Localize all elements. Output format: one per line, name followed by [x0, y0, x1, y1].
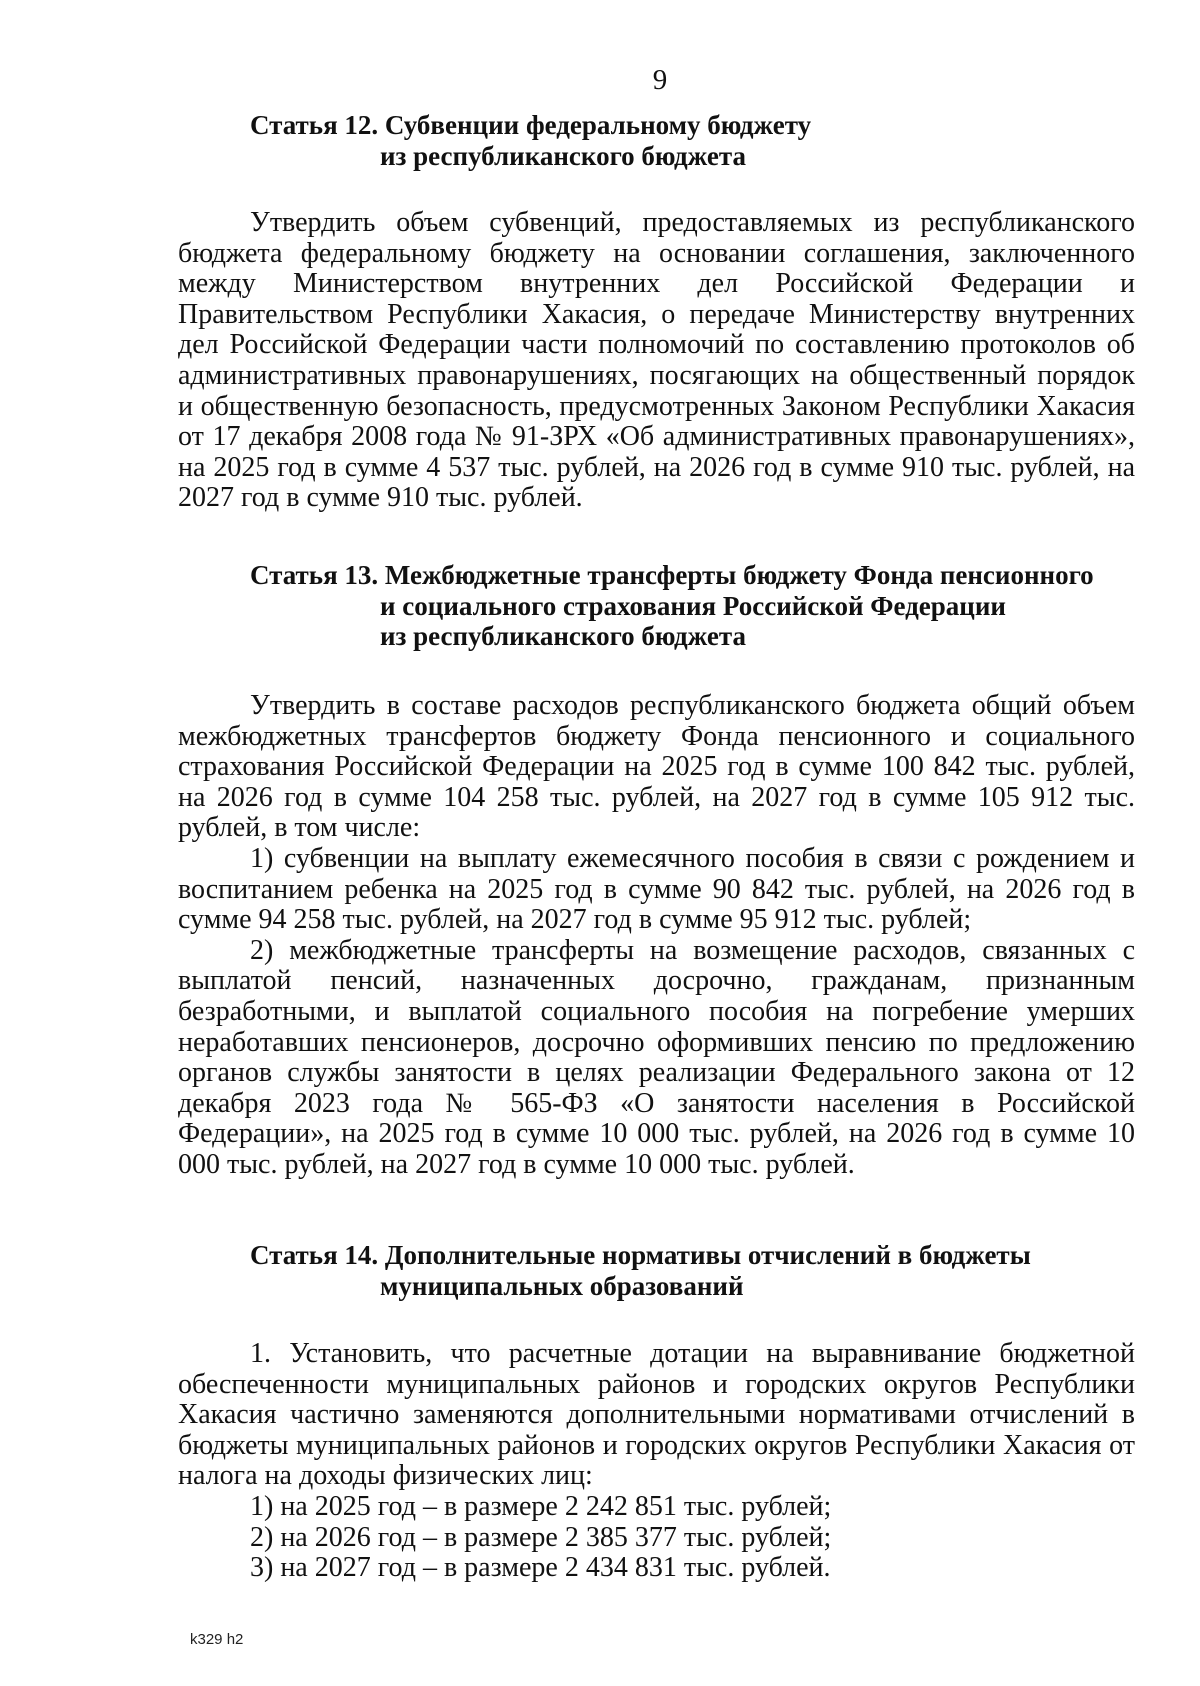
article-12-heading — [250, 110, 811, 171]
article-12-paragraph: Утвердить объем субвенций, предоставляемых из республиканского бюджета федеральному бюджету на основании соглашения, заключенного между Министерством внутренних дел Российской Федерации и Правительством Республики Хакасия, о передаче Министерству внутренних дел Российской Федерации части полномочий по составлению протоколов об административных правонарушениях, посягающих на общественный порядок и общественную безопасность, предусмотренных Законом Республики Хакасия от 17 декабря 2008 года № 91-ЗРХ «Об административных правонарушениях», на 2025 год в сумме 4 537 тыс. рублей, на 2026 год в сумме 910 тыс. рублей, на 2027 год в сумме 910 тыс. рублей. — [178, 207, 1135, 514]
article-13-heading-line2: и социального страхования Российской Федерации — [380, 590, 1006, 621]
article-13-heading — [250, 560, 1094, 652]
article-13-item-1: 1) субвенции на выплату ежемесячного пособия в связи с рождением и воспитанием ребенка на 2025 год в сумме 90 842 тыс. рублей, на 2026 год в сумме 94 258 тыс. рублей, на 2027 год в сумме 95 912 тыс. рублей; — [178, 842, 1135, 936]
article-14-item-3: 3) на 2027 год – в размере 2 434 831 тыс. рублей. — [250, 1552, 831, 1584]
article-14-body — [178, 1339, 1135, 1584]
article-12-heading-line2: из республиканского бюджета — [380, 140, 746, 171]
article-12-body — [178, 208, 1135, 514]
article-13-heading-line1: Статья 13. Межбюджетные трансферты бюджету Фонда пенсионного — [250, 560, 1094, 590]
article-13-item-2: 2) межбюджетные трансферты на возмещение расходов, связанных с выплатой пенсий, назначенных досрочно, гражданам, признанным безработными, и выплатой социального пособия на погребение умерших неработавших пенсионеров, досрочно оформивших пенсию по предложению органов службы занятости в целях реализации Федерального закона от 12 декабря 2023 года № 565-ФЗ «О занятости населения в Российской Федерации», на 2025 год в сумме 10 000 тыс. рублей, на 2026 год в сумме 10 000 тыс. рублей, на 2027 год в сумме 10 000 тыс. рублей. — [178, 934, 1135, 1180]
footer-code: k329 h2 — [190, 1631, 244, 1648]
article-14-item-1: 1) на 2025 год – в размере 2 242 851 тыс. рублей; — [250, 1490, 832, 1522]
article-14-heading-line1: Статья 14. Дополнительные нормативы отчислений в бюджеты — [250, 1240, 1031, 1270]
article-14-paragraph: 1. Установить, что расчетные дотации на выравнивание бюджетной обеспеченности муниципальных районов и городских округов Республики Хакасия частично заменяются дополнительными нормативами отчислений в бюджеты муниципальных районов и городских округов Республики Хакасия от налога на доходы физических лиц: — [178, 1338, 1135, 1492]
article-13-paragraph: Утвердить в составе расходов республиканского бюджета общий объем межбюджетных трансфертов бюджету Фонда пенсионного и социального страхования Российской Федерации на 2025 год в сумме 100 842 тыс. рублей, на 2026 год в сумме 104 258 тыс. рублей, на 2027 год в сумме 105 912 тыс. рублей, в том числе: — [178, 690, 1135, 844]
article-14-item-2: 2) на 2026 год – в размере 2 385 377 тыс. рублей; — [250, 1521, 832, 1553]
article-14-heading-line2: муниципальных образований — [380, 1270, 744, 1301]
article-14-heading — [250, 1240, 1031, 1301]
article-13-body — [178, 691, 1135, 1181]
article-12-heading-line1: Статья 12. Субвенции федеральному бюджету — [250, 110, 812, 140]
article-13-heading-line3: из республиканского бюджета — [380, 621, 746, 651]
page-number: 9 — [652, 64, 668, 96]
